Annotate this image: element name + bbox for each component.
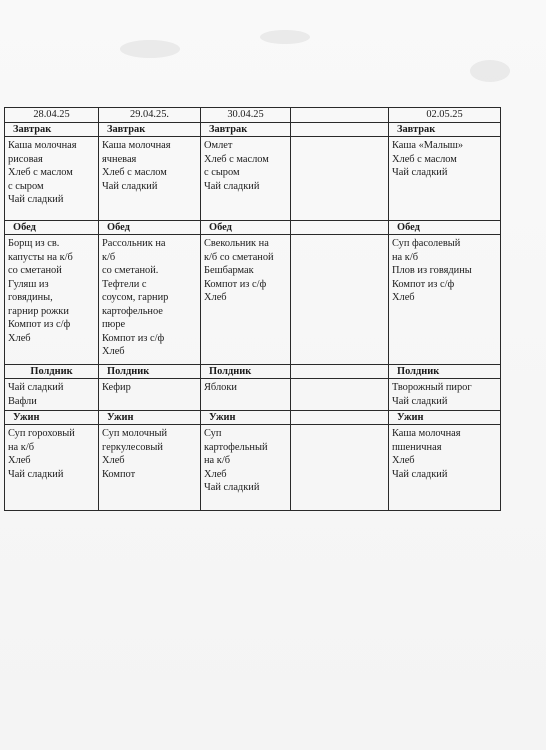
- dish-line: картофельное: [102, 305, 163, 317]
- dish-list: [8, 427, 96, 481]
- dish-line: Хлеб с маслом: [8, 167, 73, 178]
- dish-line: Борщ из св.: [8, 238, 60, 249]
- meal-heading: Полдник: [99, 365, 200, 379]
- dish-line: Компот из с/ф: [8, 319, 71, 330]
- dish-list: [392, 427, 498, 481]
- breakfast-cell-3: [201, 123, 291, 221]
- dish-line: Каша молочная: [392, 428, 461, 439]
- meal-heading: [291, 123, 388, 137]
- dish-line: Хлеб с маслом: [204, 153, 269, 165]
- dish-list: [204, 237, 288, 305]
- dish-list: [392, 139, 498, 180]
- meal-heading: Обед: [201, 221, 290, 235]
- dish-line: Суп гороховый: [8, 428, 75, 439]
- lunch-row: [5, 221, 501, 365]
- dish-line: Хлеб: [392, 292, 415, 303]
- meal-heading: Ужин: [389, 411, 500, 425]
- date-row: [5, 108, 501, 123]
- dish-list: [102, 427, 198, 481]
- snack-cell-4: [291, 365, 389, 411]
- meal-heading: Ужин: [201, 411, 290, 425]
- dish-line: Кефир: [102, 382, 131, 393]
- date-cell-2: 29.04.25.: [99, 108, 201, 123]
- dish-line: на к/б: [392, 251, 418, 263]
- meal-heading: Ужин: [99, 411, 200, 425]
- dish-line: с сыром: [8, 180, 44, 192]
- meal-heading: [291, 221, 388, 235]
- meal-heading: Ужин: [5, 411, 98, 425]
- dish-line: к/б со сметаной: [204, 251, 274, 263]
- scan-smudge: [260, 30, 310, 44]
- dinner-cell-1: [5, 411, 99, 511]
- dish-line: Суп молочный: [102, 428, 168, 439]
- meal-heading: Завтрак: [99, 123, 200, 137]
- meal-heading: Полдник: [389, 365, 500, 379]
- dish-list: [102, 237, 198, 359]
- meal-heading: Завтрак: [201, 123, 290, 137]
- dish-line: картофельный: [204, 441, 268, 453]
- dish-line: Каша «Малыш»: [392, 140, 464, 151]
- dish-line: Хлеб: [8, 332, 31, 344]
- dish-line: Каша молочная: [8, 140, 77, 151]
- dish-line: Свекольник на: [204, 238, 269, 249]
- dish-line: Творожный пирог: [392, 382, 472, 393]
- dish-list: [204, 139, 288, 193]
- dish-line: Каша молочная: [102, 140, 171, 151]
- meal-heading: Завтрак: [389, 123, 500, 137]
- dish-line: Компот из с/ф: [102, 332, 165, 344]
- meal-rows: [5, 123, 501, 511]
- snack-row: [5, 365, 501, 411]
- dinner-cell-4: [291, 411, 389, 511]
- dish-line: Чай сладкий: [8, 382, 64, 393]
- dish-list: [204, 427, 288, 495]
- dish-line: к/б: [102, 251, 116, 263]
- dish-line: Чай сладкий: [204, 482, 260, 493]
- dish-line: пшеничная: [392, 441, 442, 453]
- dish-line: Чай сладкий: [102, 180, 158, 192]
- meal-heading: [291, 411, 388, 425]
- dish-line: на к/б: [8, 441, 34, 453]
- date-cell-4: [291, 108, 389, 123]
- dinner-cell-2: [99, 411, 201, 511]
- lunch-cell-4: [291, 221, 389, 365]
- lunch-cell-3: [201, 221, 291, 365]
- dish-line: Чай сладкий: [8, 194, 64, 205]
- dish-line: Хлеб с маслом: [102, 167, 167, 178]
- dish-line: Компот из с/ф: [392, 278, 455, 290]
- dish-line: Компот: [102, 468, 136, 480]
- breakfast-cell-2: [99, 123, 201, 221]
- dish-list: [392, 381, 498, 408]
- dish-list: [102, 381, 198, 395]
- dish-line: Хлеб с маслом: [392, 153, 457, 165]
- dish-line: Хлеб: [102, 455, 125, 466]
- dish-line: Бешбармак: [204, 265, 254, 276]
- breakfast-cell-4: [291, 123, 389, 221]
- dish-line: Чай сладкий: [204, 180, 260, 192]
- dish-line: Тефтели с: [102, 278, 147, 290]
- dish-line: Хлеб: [8, 455, 31, 466]
- dish-line: Вафли: [8, 395, 37, 407]
- dish-list: [8, 381, 96, 408]
- dish-list: [392, 237, 498, 305]
- dish-line: соусом, гарнир: [102, 292, 169, 303]
- lunch-cell-5: [389, 221, 501, 365]
- dish-list: [8, 237, 96, 345]
- dish-line: рисовая: [8, 153, 43, 165]
- meal-heading: Полдник: [5, 365, 98, 379]
- lunch-cell-2: [99, 221, 201, 365]
- dish-line: Яблоки: [204, 382, 237, 393]
- dish-line: Рассольник на: [102, 238, 166, 249]
- dish-line: говядины,: [8, 292, 53, 303]
- dish-line: пюре: [102, 319, 126, 330]
- lunch-cell-1: [5, 221, 99, 365]
- dish-line: Плов из говядины: [392, 265, 472, 276]
- dish-line: Суп: [204, 428, 222, 439]
- meal-heading: Завтрак: [5, 123, 98, 137]
- meal-heading: [291, 365, 388, 379]
- dish-line: Чай сладкий: [392, 468, 448, 480]
- breakfast-cell-5: [389, 123, 501, 221]
- meal-heading: Обед: [99, 221, 200, 235]
- dinner-cell-3: [201, 411, 291, 511]
- dish-line: Чай сладкий: [392, 395, 448, 407]
- meal-heading: Обед: [389, 221, 500, 235]
- dish-line: со сметаной.: [102, 265, 159, 276]
- scan-smudge: [120, 40, 180, 58]
- dish-line: Хлеб: [392, 455, 415, 466]
- menu-table: [4, 107, 501, 511]
- date-cell-3: 30.04.25: [201, 108, 291, 123]
- dish-line: Компот из с/ф: [204, 278, 267, 290]
- dish-line: с сыром: [204, 167, 240, 178]
- snack-cell-1: [5, 365, 99, 411]
- dish-line: геркулесовый: [102, 441, 163, 453]
- meal-heading: Обед: [5, 221, 98, 235]
- dish-line: Чай сладкий: [392, 167, 448, 178]
- dish-list: [8, 139, 96, 207]
- date-cell-1: 28.04.25: [5, 108, 99, 123]
- dish-list: [204, 381, 288, 395]
- snack-cell-3: [201, 365, 291, 411]
- dish-line: со сметаной: [8, 265, 62, 276]
- snack-cell-5: [389, 365, 501, 411]
- dish-line: Суп фасолевый: [392, 238, 461, 249]
- dinner-cell-5: [389, 411, 501, 511]
- scan-smudge: [470, 60, 510, 82]
- breakfast-row: [5, 123, 501, 221]
- dish-list: [102, 139, 198, 193]
- dish-line: Омлет: [204, 140, 233, 151]
- dish-line: Хлеб: [102, 346, 125, 357]
- dish-line: Хлеб: [204, 468, 227, 480]
- snack-cell-2: [99, 365, 201, 411]
- dish-line: гарнир рожки: [8, 305, 69, 317]
- meal-heading: Полдник: [201, 365, 290, 379]
- dish-line: Хлеб: [204, 292, 227, 303]
- dish-line: Чай сладкий: [8, 468, 64, 480]
- dinner-row: [5, 411, 501, 511]
- dish-line: капусты на к/б: [8, 251, 73, 263]
- date-cell-5: 02.05.25: [389, 108, 501, 123]
- dish-line: на к/б: [204, 455, 230, 466]
- dish-line: ячневая: [102, 153, 137, 165]
- breakfast-cell-1: [5, 123, 99, 221]
- dish-line: Гуляш из: [8, 278, 49, 290]
